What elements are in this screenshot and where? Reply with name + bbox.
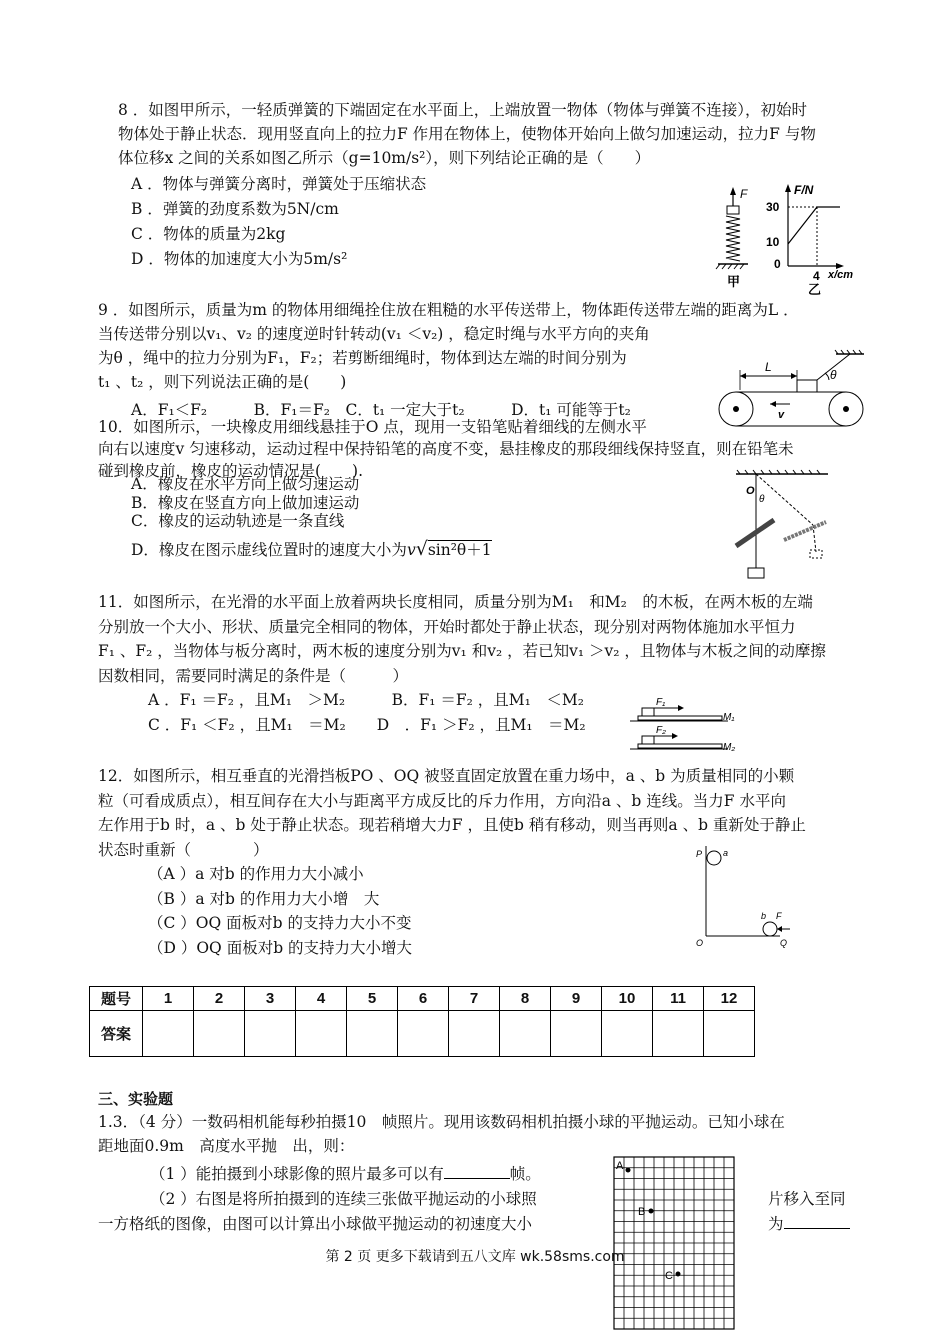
q12-line-4: 状态时重新（ ） [98, 840, 269, 859]
answer-cell-1[interactable] [143, 1011, 194, 1057]
q10-line-1: 10．如图所示，一块橡皮用细线悬挂于O 点，现用一支铅笔贴着细线的左侧水平 [98, 418, 647, 436]
q11-stem [98, 590, 826, 688]
q8-option-c: C ．物体的质量为2kg [131, 225, 286, 243]
q8-fig-fn: F/N [794, 183, 814, 197]
answer-cell-12[interactable] [704, 1011, 755, 1057]
q12-fig-p: P [696, 849, 703, 859]
q8-option-d: D ．物体的加速度大小为5m/s² [131, 250, 348, 268]
q11-line-4: 因数相同，需要同时满足的条件是（ ） [98, 666, 409, 685]
q13-sub1-tail: 帧。 [509, 1165, 541, 1183]
q11-line-3: F₁ 、F₂ ，当物体与板分离时，两木板的速度分别为v₁ 和v₂ ，若已知v₁ ＞v₂ ，且物体与木板之间的动摩擦 [98, 642, 826, 660]
q10-option-b: B．橡皮在竖直方向上做加速运动 [131, 494, 360, 512]
answer-table-num: 3 [245, 987, 296, 1011]
q10-formula-v: v [406, 541, 416, 559]
answer-table-num: 6 [398, 987, 449, 1011]
answer-table-num: 5 [347, 987, 398, 1011]
q8-line-3: 体位移x 之间的关系如图乙所示（g=10m/s²），则下列结论正确的是（ ） [118, 149, 651, 167]
answer-table-num: 4 [296, 987, 347, 1011]
q11-line-1: 11．如图所示，在光滑的水平面上放着两块长度相同，质量分别为M₁ 和M₂ 的木板，在两木板的左端 [98, 593, 813, 611]
answer-cell-11[interactable] [653, 1011, 704, 1057]
q12-fig-q: Q [780, 938, 788, 948]
q10-option-c: C．橡皮的运动轨迹是一条直线 [131, 512, 345, 530]
q10-fig-theta: θ [759, 494, 765, 505]
answer-table-answer-label: 答案 [90, 1011, 143, 1057]
q13-sub2-right: 片移入至同 [768, 1190, 846, 1208]
section-title: 三、实验题 [98, 1091, 174, 1108]
answer-table-num: 11 [653, 987, 704, 1011]
answer-cell-6[interactable] [398, 1011, 449, 1057]
q8-figure [700, 180, 854, 297]
q9-fig-l: L [765, 360, 772, 374]
answer-table-answer-row [90, 1011, 755, 1057]
q8-line-2: 物体处于静止状态．现用竖直向上的拉力F 作用在物体上，使物体开始向上做匀加速运动，拉力F 与物 [118, 125, 816, 143]
q9-fig-v: v [778, 409, 785, 421]
q8-stem [118, 98, 816, 170]
q8-fig-x4: 4 [813, 269, 820, 283]
answer-cell-9[interactable] [551, 1011, 602, 1057]
q8-fig-jia: 甲 [727, 274, 741, 289]
q12-option-a: （A ）a 对b 的作用力大小减小 [148, 865, 364, 883]
q13-sub2-blank[interactable] [784, 1214, 850, 1229]
q13-sub2-line2: 一方格纸的图像，由图可以计算出小球做平抛运动的初速度大小 [98, 1215, 533, 1233]
q13-sub2-left: （2 ）右图是将所拍摄到的连续三张做平抛运动的小球照 [150, 1190, 537, 1208]
q10-option-d [131, 538, 492, 561]
q11-fig-f1: F₁ [656, 697, 666, 708]
q10-option-a: A．橡皮在水平方向上做匀速运动 [131, 475, 360, 493]
q12-fig-o: O [696, 938, 704, 948]
q8-fig-f: F [740, 187, 748, 201]
q11-line-2: 分别放一个大小、形状、质量完全相同的物体，开始时都处于静止状态，现分别对两物体施加水平恒力 [98, 617, 796, 636]
q8-option-b: B ．弹簧的劲度系数为5N/cm [131, 200, 339, 218]
q12-option-c: （C ）OQ 面板对b 的支持力大小不变 [148, 914, 412, 932]
q12-figure [688, 840, 798, 950]
q9-line-1: 9 ．如图所示，质量为m 的物体用细绳拴住放在粗糙的水平传送带上，物体距传送带左端的距离为L ． [98, 301, 799, 319]
q8-fig-y30: 30 [766, 200, 780, 214]
answer-cell-5[interactable] [347, 1011, 398, 1057]
q13-sub1-text: （1 ）能拍摄到小球影像的照片最多可以有 [150, 1165, 444, 1183]
q9-line-4: t₁ 、t₂ ，则下列说法正确的是( ) [98, 373, 347, 391]
q9-line-2: 当传送带分别以v₁、v₂ 的速度逆时针转动(v₁ ＜v₂) ，稳定时绳与水平方向的夹角 [98, 325, 650, 343]
answer-table-num: 1 [143, 987, 194, 1011]
answer-table-header-row [90, 987, 755, 1011]
q8-fig-y10: 10 [766, 235, 780, 249]
q13-sub1-blank[interactable] [444, 1164, 510, 1179]
q12-fig-a: a [723, 848, 729, 858]
q8-option-a: A ．物体与弹簧分离时，弹簧处于压缩状态 [131, 175, 427, 193]
q10-stem [98, 416, 794, 482]
q8-fig-y0: 0 [774, 257, 781, 271]
q8-fig-yi: 乙 [808, 282, 822, 297]
answer-cell-7[interactable] [449, 1011, 500, 1057]
q11-figure [628, 694, 748, 756]
q13-line-1: 1.3．（4 分）一数码相机能每秒拍摄10 帧照片。现用该数码相机拍摄小球的平抛运动。已知小球在 [98, 1113, 785, 1131]
q8-line-1: 8 ．如图甲所示，一轻质弹簧的下端固定在水平面上，上端放置一物体（物体与弹簧不连接），初始时 [118, 101, 808, 119]
q12-option-b: （B ）a 对b 的作用力大小增 大 [148, 890, 380, 908]
q10-formula-inner: sin²θ＋1 [427, 541, 492, 559]
q10-sqrt-icon: √ [415, 538, 428, 560]
q11-fig-m2: M₂ [723, 742, 736, 753]
answer-cell-8[interactable] [500, 1011, 551, 1057]
answer-table-header-label: 题号 [90, 987, 143, 1011]
q13-grid-figure [604, 1153, 754, 1333]
q9-stem [98, 298, 799, 394]
page-footer: 第 2 页 更多下载请到五八文库 wk.58sms.com [325, 1249, 625, 1265]
q10-line-2: 向右以速度v 匀速移动，运动过程中保持铅笔的高度不变，悬挂橡皮的那段细线保持竖直，则在铅笔未 [98, 440, 794, 458]
q8-fig-xcm: x/cm [828, 269, 854, 281]
q11-fig-m1: M₁ [723, 712, 735, 723]
q12-line-2: 粒（可看成质点），相互间存在大小与距离平方成反比的斥力作用，方向沿a 、b 连线。当力F 水平向 [98, 791, 786, 810]
q9-fig-theta: θ [830, 368, 837, 382]
answer-table [89, 986, 755, 1057]
q9-options: A．F₁＜F₂ B．F₁＝F₂ C．t₁ 一定大于t₂ D．t₁ 可能等于t₂ [131, 401, 631, 419]
q10-figure [718, 470, 843, 582]
answer-table-num: 2 [194, 987, 245, 1011]
answer-cell-10[interactable] [602, 1011, 653, 1057]
q10-fig-o: O [746, 485, 755, 497]
q10-line-3: 碰到橡皮前，橡皮的运动情况是( ). [98, 462, 364, 480]
q12-line-1: 12．如图所示，相互垂直的光滑挡板PO 、OQ 被竖直固定放置在重力场中，a 、b 为质量相同的小颗 [98, 767, 795, 785]
q10-option-d-text: D．橡皮在图示虚线位置时的速度大小为 [131, 541, 407, 559]
answer-cell-4[interactable] [296, 1011, 347, 1057]
q9-line-3: 为θ ，绳中的拉力分别为F₁，F₂；若剪断细绳时，物体到达左端的时间分别为 [98, 349, 627, 367]
q11-options-line-1: A ．F₁ ＝F₂ ，且M₁ ＞M₂ B．F₁ ＝F₂ ，且M₁ ＜M₂ [148, 691, 584, 709]
answer-table-num: 12 [704, 987, 755, 1011]
q12-line-3: 左作用于b 时，a 、b 处于静止状态。现若稍增大力F ，且使b 稍有移动，则当再则a 、b 重新处于静止 [98, 816, 806, 834]
answer-table-num: 7 [449, 987, 500, 1011]
answer-cell-3[interactable] [245, 1011, 296, 1057]
answer-table-num: 8 [500, 987, 551, 1011]
q13-line-2: 距地面0.9m 高度水平抛 出，则： [98, 1137, 355, 1155]
q13-sub2-answer [768, 1212, 850, 1236]
q13-grid-c: C [665, 1270, 673, 1282]
q11-fig-f2: F₂ [656, 725, 666, 736]
q12-fig-b: b [761, 911, 767, 921]
q13-sub2-tail: 为 [768, 1215, 784, 1233]
q11-options-line-2: C ．F₁ ＜F₂ ，且M₁ ＝M₂ D ．F₁ ＞F₂ ，且M₁ ＝M₂ [148, 716, 586, 734]
q13-grid-b: B [638, 1206, 646, 1218]
answer-table-num: 9 [551, 987, 602, 1011]
q13-stem [98, 1110, 785, 1158]
answer-table-num: 10 [602, 987, 653, 1011]
answer-cell-2[interactable] [194, 1011, 245, 1057]
q13-sub1 [150, 1162, 541, 1186]
q13-grid-a: A [616, 1160, 624, 1172]
q12-option-d: （D ）OQ 面板对b 的支持力大小增大 [148, 939, 413, 957]
q12-fig-f: F [776, 911, 782, 921]
